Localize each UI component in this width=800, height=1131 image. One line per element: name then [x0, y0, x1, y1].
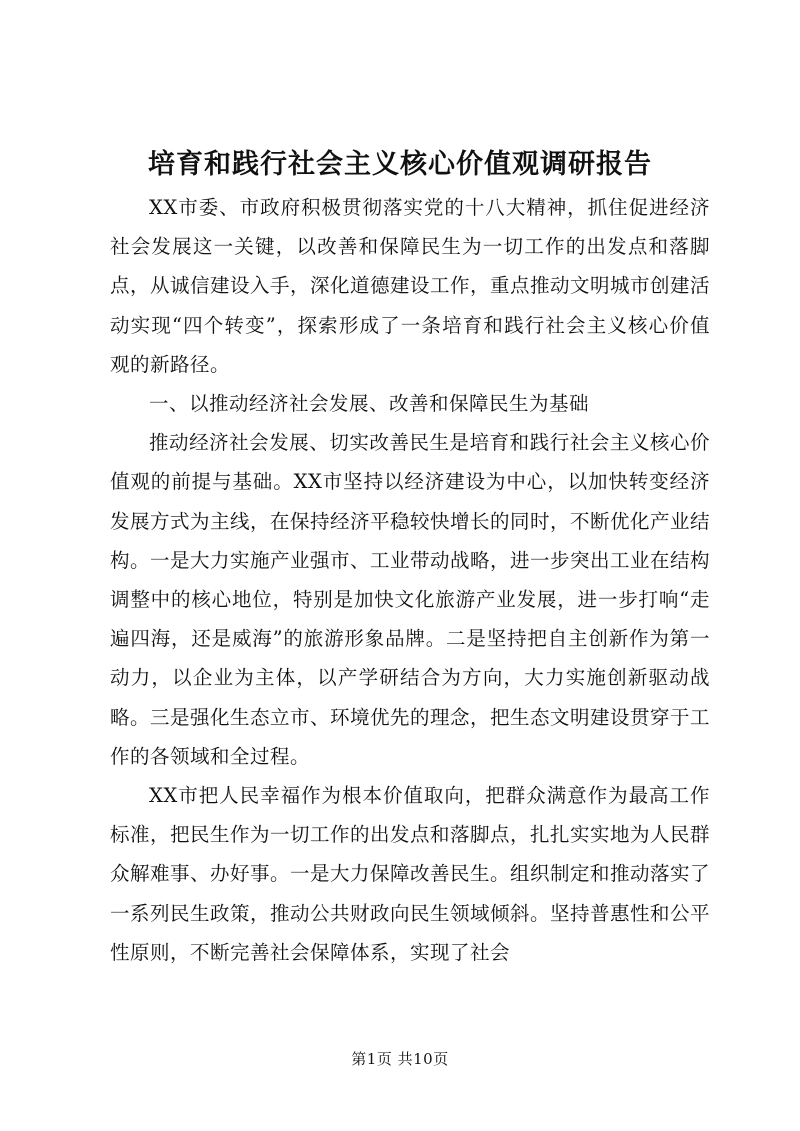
paragraph-intro: XX市委、市政府积极贯彻落实党的十八大精神，抓住促进经济社会发展这一关键，以改善和保障民生为一切工作的出发点和落脚点，从诚信建设入手，深化道德建设工作，重点推动文明城市创建活动实现“四个转变”，探索形成了一条培育和践行社会主义核心价值观的新路径。	[110, 196, 711, 376]
paragraph-economy: 推动经济社会发展、切实改善民生是培育和践行社会主义核心价值观的前提与基础。XX市坚持以经济建设为中心，以加快转变经济发展方式为主线，在保持经济平稳较快增长的同时，不断优化产业结构。一是大力实施产业强市、工业带动战略，进一步突出工业在结构调整中的核心地位，特别是加快文化旅游产业发展，进一步打响“走遍四海，还是威海”的旅游形象品牌。二是坚持把自主创新作为第一动力，以企业为主体，以产学研结合为方向，大力实施创新驱动战略。三是强化生态立市、环境优先的理念，把生态文明建设贯穿于工作的各领域和全过程。	[110, 431, 711, 768]
section-heading-1: 一、以推动经济社会发展、改善和保障民生为基础	[149, 392, 590, 416]
paragraph-livelihood: XX市把人民幸福作为根本价值取向，把群众满意作为最高工作标准，把民生作为一切工作的出发点和落脚点，扎扎实实地为人民群众解难事、办好事。一是大力保障改善民生。组织制定和推动落实了一系列民生政策，推动公共财政向民生领域倾斜。坚持普惠性和公平性原则，不断完善社会保障体系，实现了社会	[110, 784, 711, 964]
document-body	[110, 188, 710, 972]
page-footer: 第1页 共10页	[351, 1050, 449, 1068]
document-title: 培育和践行社会主义核心价值观调研报告	[148, 149, 652, 180]
